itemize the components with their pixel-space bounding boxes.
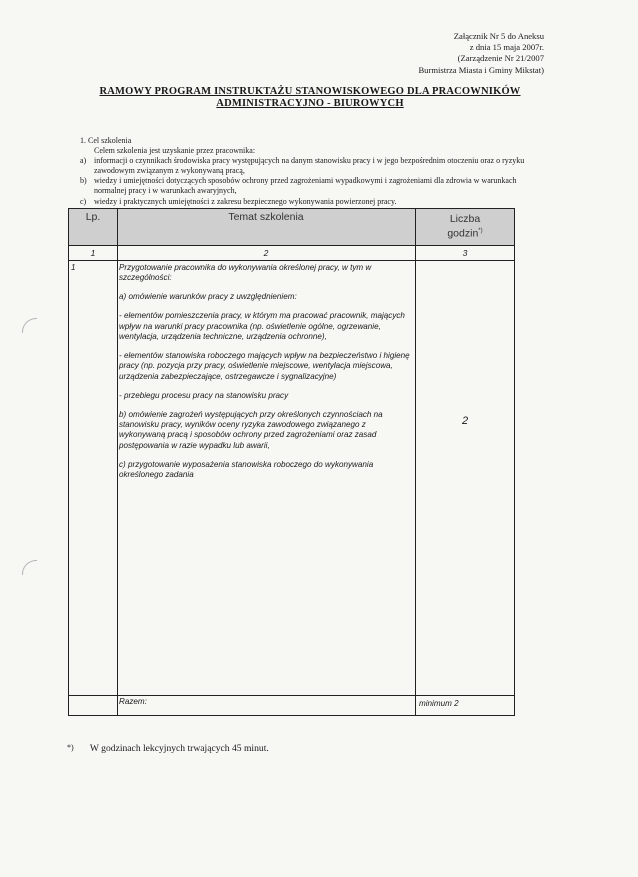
topic-paragraph: - przebiegu procesu pracy na stanowisku pracy	[119, 390, 289, 400]
document-title	[70, 86, 550, 110]
goal-item-text: wiedzy i praktycznych umiejętności z zakresu bezpiecznego wykonywania powierzonej pracy.	[94, 196, 397, 206]
footnote-reference: *)	[478, 228, 483, 234]
total-label: Razem:	[119, 697, 147, 706]
header-lp: Lp.	[85, 211, 101, 223]
header-hours	[415, 213, 515, 240]
column-number: 3	[462, 248, 468, 258]
topic-paragraph: c) przygotowanie wyposażenia stanowiska roboczego do wykonywania określonego zadania	[119, 459, 374, 480]
annex-line: (Zarządzenie Nr 21/2007	[457, 53, 544, 64]
annex-line: z dnia 15 maja 2007r.	[469, 42, 544, 53]
training-goal-section	[80, 136, 550, 207]
topic-paragraph: - elementów pomieszczenia pracy, w którym ma pracować pracownik, mających wpływ na warunki pracy pracownika (np. oświetlenie ogólne, ogrzewanie, wentylacja, urządzenia techniczne, urządzenia ochronne),	[119, 311, 405, 342]
goal-item	[80, 156, 550, 176]
column-divider	[415, 209, 416, 715]
goal-item	[80, 197, 550, 207]
training-program-table	[68, 208, 515, 716]
header-topic: Temat szkolenia	[228, 211, 304, 223]
annex-line: Burmistrza Miasta i Gminy Mikstat)	[418, 64, 544, 75]
row-divider	[69, 695, 514, 696]
footnote-mark: *)	[67, 743, 74, 752]
goal-item-marker: a)	[80, 156, 87, 166]
goal-heading: 1. Cel szkolenia	[80, 136, 132, 145]
goal-item-marker: b)	[80, 176, 87, 186]
punch-hole-mark	[22, 560, 37, 575]
row-hours: 2	[461, 415, 469, 427]
annex-line: Załącznik Nr 5 do Aneksu	[453, 31, 544, 41]
row-lp: 1	[71, 263, 76, 272]
column-number: 2	[263, 248, 269, 258]
header-hours-line	[415, 225, 515, 240]
topic-paragraph: - elementów stanowiska roboczego mających wpływ na bezpieczeństwo i higienę pracy (np. pozycja przy pracy, oświetlenie miejscowe, wentylacja miejscowa, urządzenia zabezpieczające, ostrzegawcze i sygnalizacyjne)	[119, 350, 410, 381]
footnote	[67, 743, 269, 754]
total-value: minimum 2	[419, 699, 459, 708]
topic-paragraph: a) omówienie warunków pracy z uwzględnieniem:	[119, 292, 297, 302]
goal-intro: Celem szkolenia jest uzyskanie przez pracownika:	[94, 146, 256, 156]
goal-item	[80, 176, 550, 196]
header-hours-text: godzin	[447, 227, 479, 240]
goal-item-text: wiedzy i umiejętności dotyczących sposobów ochrony przed zagrożeniami wypadkowymi i zagrożeniami dla zdrowia w warunkach normalnej pracy i w warunkach awaryjnych,	[94, 176, 517, 196]
row-divider	[69, 260, 514, 261]
goal-item-marker: c)	[80, 196, 87, 206]
title-line: ADMINISTRACYJNO - BIUROWYCH	[216, 98, 404, 109]
column-number: 1	[90, 248, 96, 258]
column-divider	[117, 209, 118, 715]
header-hours-line: Liczba	[449, 213, 481, 225]
title-line: RAMOWY PROGRAM INSTRUKTAŻU STANOWISKOWEGO DLA PRACOWNIKÓW	[99, 86, 521, 97]
topic-paragraph: Przygotowanie pracownika do wykonywania określonej pracy, w tym w szczególności:	[119, 263, 372, 283]
row-topic	[119, 263, 411, 489]
topic-paragraph: b) omówienie zagrożeń występujących przy określonych czynnościach na stanowisku pracy, wyników oceny ryzyka zawodowego związanego z wykonywaną pracą i sposobów ochrony przed zagrożeniami oraz zasad postępowania w razie wypadku lub awarii,	[119, 409, 383, 450]
footnote-text: W godzinach lekcyjnych trwających 45 minut.	[89, 743, 269, 754]
goal-item-text: informacji o czynnikach środowiska pracy występujących na danym stanowisku pracy i w jego bezpośrednim otoczeniu oraz o ryzyku zawodowym związanym z wykonywaną pracą,	[94, 156, 525, 176]
punch-hole-mark	[22, 318, 37, 333]
annex-reference	[418, 31, 544, 76]
